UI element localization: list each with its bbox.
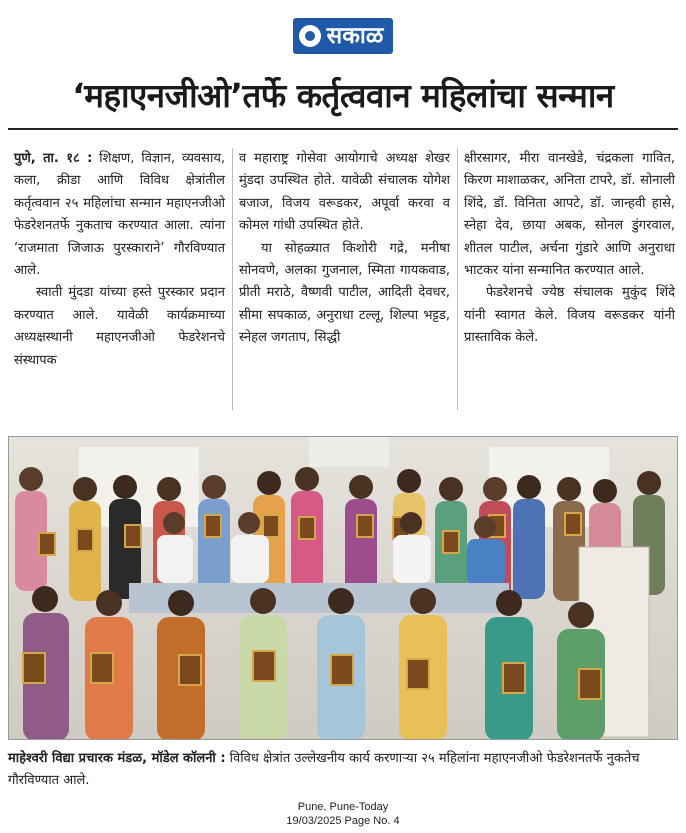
photo-caption: [8, 748, 678, 792]
headline-rule: [8, 128, 678, 130]
column-divider: [457, 148, 458, 410]
group-photo: [8, 436, 678, 740]
column-1: [14, 148, 225, 372]
group-photo-illustration: [9, 437, 678, 740]
paragraph: क्षीरसागर, मीरा वानखेडे, चंद्रकला गावित, किरण माशाळकर, अनिता टापरे, डॉ. सोनाली शिंदे, डॉ. विनिता आपटे, डॉ. जान्हवी हासे, स्नेहा देव, छाया अबक, सोनल डुंगरवाल, शीतल पाटील, अर्चना गुंडारे आणि अनुराधा भाटकर यांना सन्मानित करण्यात आले.: [464, 151, 675, 279]
edition-label: Pune, Pune-Today: [297, 801, 389, 813]
date-page-label: 19/03/2025 Page No. 4: [286, 815, 400, 827]
dateline: पुणे, ता. १८ :: [14, 151, 93, 166]
masthead: [0, 18, 686, 54]
paragraph: स्वाती मुंदडा यांच्या हस्ते पुरस्कार प्रदान करण्यात आले. यावेळी कार्यक्रमाच्या अध्यक्षस्थानी महाएनजीओ फेडरेशनचे संस्थापक: [14, 285, 225, 368]
sakal-logo: [293, 18, 394, 54]
article-body: [14, 148, 676, 372]
headline: ‘महाएनजीओ’तर्फे कर्तृत्ववान महिलांचा सन्मान: [72, 76, 614, 115]
caption-text: विविध क्षेत्रांत उल्लेखनीय कार्य करणाऱ्या २५ महिलांना महाएनजीओ फेडरेशनतर्फे नुकतेच गौरविण्यात आले.: [8, 751, 640, 788]
column-divider: [232, 148, 233, 410]
logo-text: सकाळ: [326, 23, 384, 49]
paragraph: फेडरेशनचे ज्येष्ठ संचालक मुकुंद शिंदे यांनी स्वागत केले. विजय वरूडकर यांनी प्रास्ताविक केले.: [464, 285, 675, 346]
column-3: [464, 148, 675, 372]
sun-emblem-icon: [299, 25, 321, 47]
paragraph: पुणे, ता. १८ : शिक्षण, विज्ञान, व्यवसाय, कला, क्रीडा आणि विविध क्षेत्रांतील कर्तृत्ववान २५ महिलांचा सन्मान महाएनजीओ फेडरेशनतर्फे नुकताच करण्यात आला. त्यांना ‘राजमाता जिजाऊ पुरस्काराने’ गौरविण्यात आले.: [14, 151, 225, 279]
column-2: [239, 148, 450, 372]
paragraph: व महाराष्ट्र गोसेवा आयोगाचे अध्यक्ष शेखर मुंडदा उपस्थित होते. यावेळी संचालक योगेश बजाज, विजय वरूडकर, अपूर्वा करवा व कोमल गांधी उपस्थित होते.: [239, 151, 450, 234]
page-footer: [0, 800, 686, 828]
paragraph: या सोहळ्यात किशोरी गद्रे, मनीषा सोनवणे, अलका गुजनाल, स्मिता गायकवाड, प्रीती मराठे, वैष्णवी पाटील, आदिती देवधर, सीमा सपकाळ, अनुराधा टल्लू, शिल्पा भट्टड, स्नेहल जगताप, सिद्धी: [239, 240, 450, 346]
caption-location: माहेश्वरी विद्या प्रचारक मंडळ, मॉडेल कॉलनी :: [8, 751, 226, 766]
